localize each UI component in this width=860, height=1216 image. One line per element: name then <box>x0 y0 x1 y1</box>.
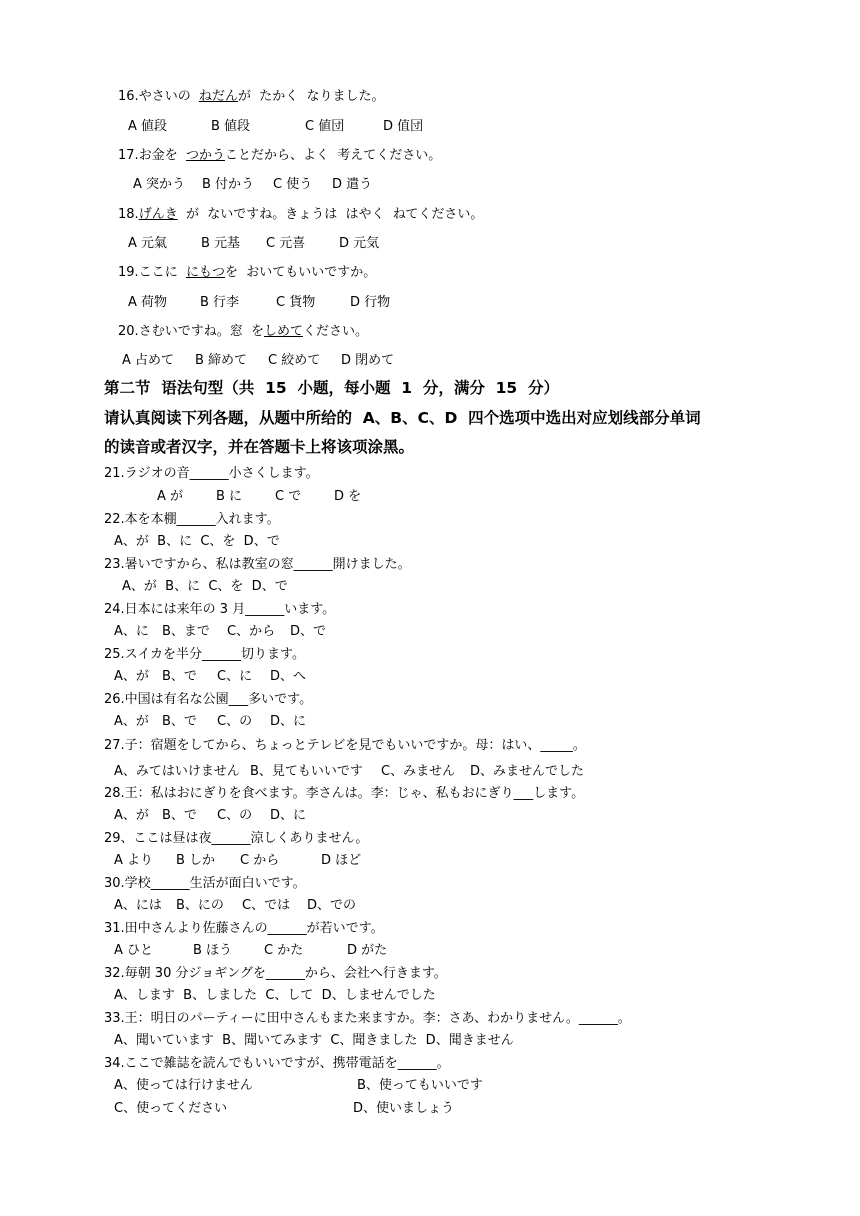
question-32: 32.毎朝 30 分ジョギングを______から、会社へ行きます。 <box>104 966 447 981</box>
question-33: 33.王：明日のパーティーに田中さんもまた来ますか。李：さあ、わかりません。______。 <box>104 1011 631 1026</box>
option-a: A 値段 <box>128 119 168 134</box>
option-c: C から <box>240 853 280 868</box>
option-a: A、が <box>114 669 149 684</box>
option-b: B に <box>216 489 243 504</box>
question-25: 25.スイカを半分______切ります。 <box>104 647 305 662</box>
question-19 <box>118 265 376 281</box>
question-number: 16. <box>118 89 139 104</box>
option-a: A ひと <box>114 943 154 958</box>
question-text: ここに <box>138 265 186 280</box>
underlined-word: ねだん <box>198 89 238 104</box>
underlined-word: つかう <box>185 148 225 163</box>
option-a: A、が <box>114 808 149 823</box>
option-c: C、では <box>242 898 291 913</box>
options-line: A、が B、に C、を D、で <box>114 534 280 549</box>
option-b: B 行李 <box>200 295 240 310</box>
option-a: A 突かう <box>133 177 186 192</box>
option-d: D、での <box>307 898 357 913</box>
underlined-word: しめて <box>263 324 303 339</box>
question-24: 24.日本には来年の 3 月______います。 <box>104 602 336 617</box>
option-c: C 絞めて <box>268 353 321 368</box>
option-c: C 元喜 <box>266 236 306 251</box>
question-31: 31.田中さんより佐藤さんの______が若いです。 <box>104 921 384 936</box>
option-b: B、使ってもいいです <box>357 1078 483 1093</box>
option-a: A 占めて <box>122 353 175 368</box>
option-c: C、の <box>217 714 253 729</box>
options-line: A、が B、に C、を D、で <box>122 579 288 594</box>
option-a: A 元氣 <box>128 236 168 251</box>
option-d: D 元気 <box>339 236 380 251</box>
section-title: 第二节 语法句型（共 15 小题，每小题 1 分，满分 15 分） <box>104 379 559 397</box>
question-text: やさいの <box>138 89 199 104</box>
question-number: 17. <box>118 148 139 163</box>
question-text: を おいてもいいですか。 <box>224 265 377 280</box>
option-b: B、で <box>162 714 197 729</box>
option-c: C かた <box>264 943 304 958</box>
question-23: 23.暑いですから、私は教室の窓______開けました。 <box>104 557 411 572</box>
question-text: ください。 <box>302 324 368 339</box>
option-b: B、にの <box>176 898 224 913</box>
option-d: D、使いましょう <box>353 1101 455 1116</box>
option-d: D ほど <box>321 853 362 868</box>
option-b: B 元基 <box>201 236 241 251</box>
option-d: D、に <box>270 714 307 729</box>
question-34: 34.ここで雑誌を読んでもいいですが、携帯電話を______。 <box>104 1056 450 1071</box>
question-text: お金を <box>138 148 186 163</box>
option-b: B、で <box>162 808 197 823</box>
question-number: 20. <box>118 324 139 339</box>
option-a: A、みてはいけません <box>114 764 240 779</box>
option-a: A、が <box>114 714 149 729</box>
option-a: A、に <box>114 624 149 639</box>
option-c: C 使う <box>273 177 313 192</box>
question-16 <box>118 89 385 105</box>
question-number: 18. <box>118 207 139 222</box>
option-d: D を <box>334 489 362 504</box>
question-17 <box>118 148 441 164</box>
option-b: B、で <box>162 669 197 684</box>
option-a: A より <box>114 853 154 868</box>
options-line: A、聞いています B、聞いてみます C、聞きました D、聞きません <box>114 1033 514 1048</box>
option-b: B ほう <box>193 943 233 958</box>
option-a: A、使っては行けません <box>114 1078 253 1093</box>
question-22: 22.本を本棚______入れます。 <box>104 512 280 527</box>
option-c: C、みません <box>381 764 456 779</box>
question-text: さむいですね。窓 を <box>138 324 264 339</box>
option-c: C、に <box>217 669 253 684</box>
underlined-word: げんき <box>138 207 178 222</box>
option-a: A が <box>157 489 184 504</box>
option-d: D、みませんでした <box>470 764 585 779</box>
option-c: C、から <box>227 624 276 639</box>
option-b: B、まで <box>162 624 210 639</box>
option-c: C、使ってください <box>114 1101 228 1116</box>
option-c: C 値団 <box>305 119 345 134</box>
option-d: D 閉めて <box>341 353 395 368</box>
option-d: D がた <box>347 943 388 958</box>
option-d: D、で <box>290 624 327 639</box>
option-c: C 貨物 <box>276 295 316 310</box>
question-30: 30.学校______生活が面白いです。 <box>104 876 306 891</box>
question-26: 26.中国は有名な公園___多いです。 <box>104 692 313 707</box>
option-d: D 遣う <box>332 177 373 192</box>
option-c: C、の <box>217 808 253 823</box>
question-28: 28.王：私はおにぎりを食べます。李さんは。李：じゃ、私もおにぎり___します。 <box>104 786 585 801</box>
option-b: B 締めて <box>195 353 248 368</box>
question-text: ことだから、よく 考えてください。 <box>224 148 442 163</box>
question-27: 27.子：宿題をしてから、ちょっとテレビを見でもいいですか。母：はい、_____。 <box>104 738 586 753</box>
section-instruction: 请认真阅读下列各题，从题中所给的 A、B、C、D 四个选项中选出对应划线部分单词 <box>104 409 701 427</box>
question-number: 19. <box>118 265 139 280</box>
underlined-word: にもつ <box>185 265 225 280</box>
question-18 <box>118 207 483 223</box>
option-d: D、へ <box>270 669 307 684</box>
options-line: A、します B、しました C、して D、しませんでした <box>114 988 436 1003</box>
option-b: B 付かう <box>202 177 255 192</box>
question-29: 29、ここは昼は夜______涼しくありません。 <box>104 831 369 846</box>
section-instruction: 的读音或者汉字，并在答题卡上将该项涂黑。 <box>104 438 415 456</box>
option-b: B、見てもいいです <box>250 764 363 779</box>
option-b: B しか <box>176 853 216 868</box>
question-text: が ないですね。きょうは はやく ねてください。 <box>177 207 484 222</box>
option-d: D 值団 <box>383 119 424 134</box>
option-d: D 行物 <box>350 295 391 310</box>
option-b: B 値段 <box>211 119 251 134</box>
question-21: 21.ラジオの音______小さくします。 <box>104 466 319 481</box>
option-a: A 荷物 <box>128 295 168 310</box>
option-d: D、に <box>270 808 307 823</box>
option-a: A、には <box>114 898 162 913</box>
question-20 <box>118 324 368 340</box>
question-text: が たかく なりました。 <box>237 89 385 104</box>
option-c: C で <box>275 489 302 504</box>
